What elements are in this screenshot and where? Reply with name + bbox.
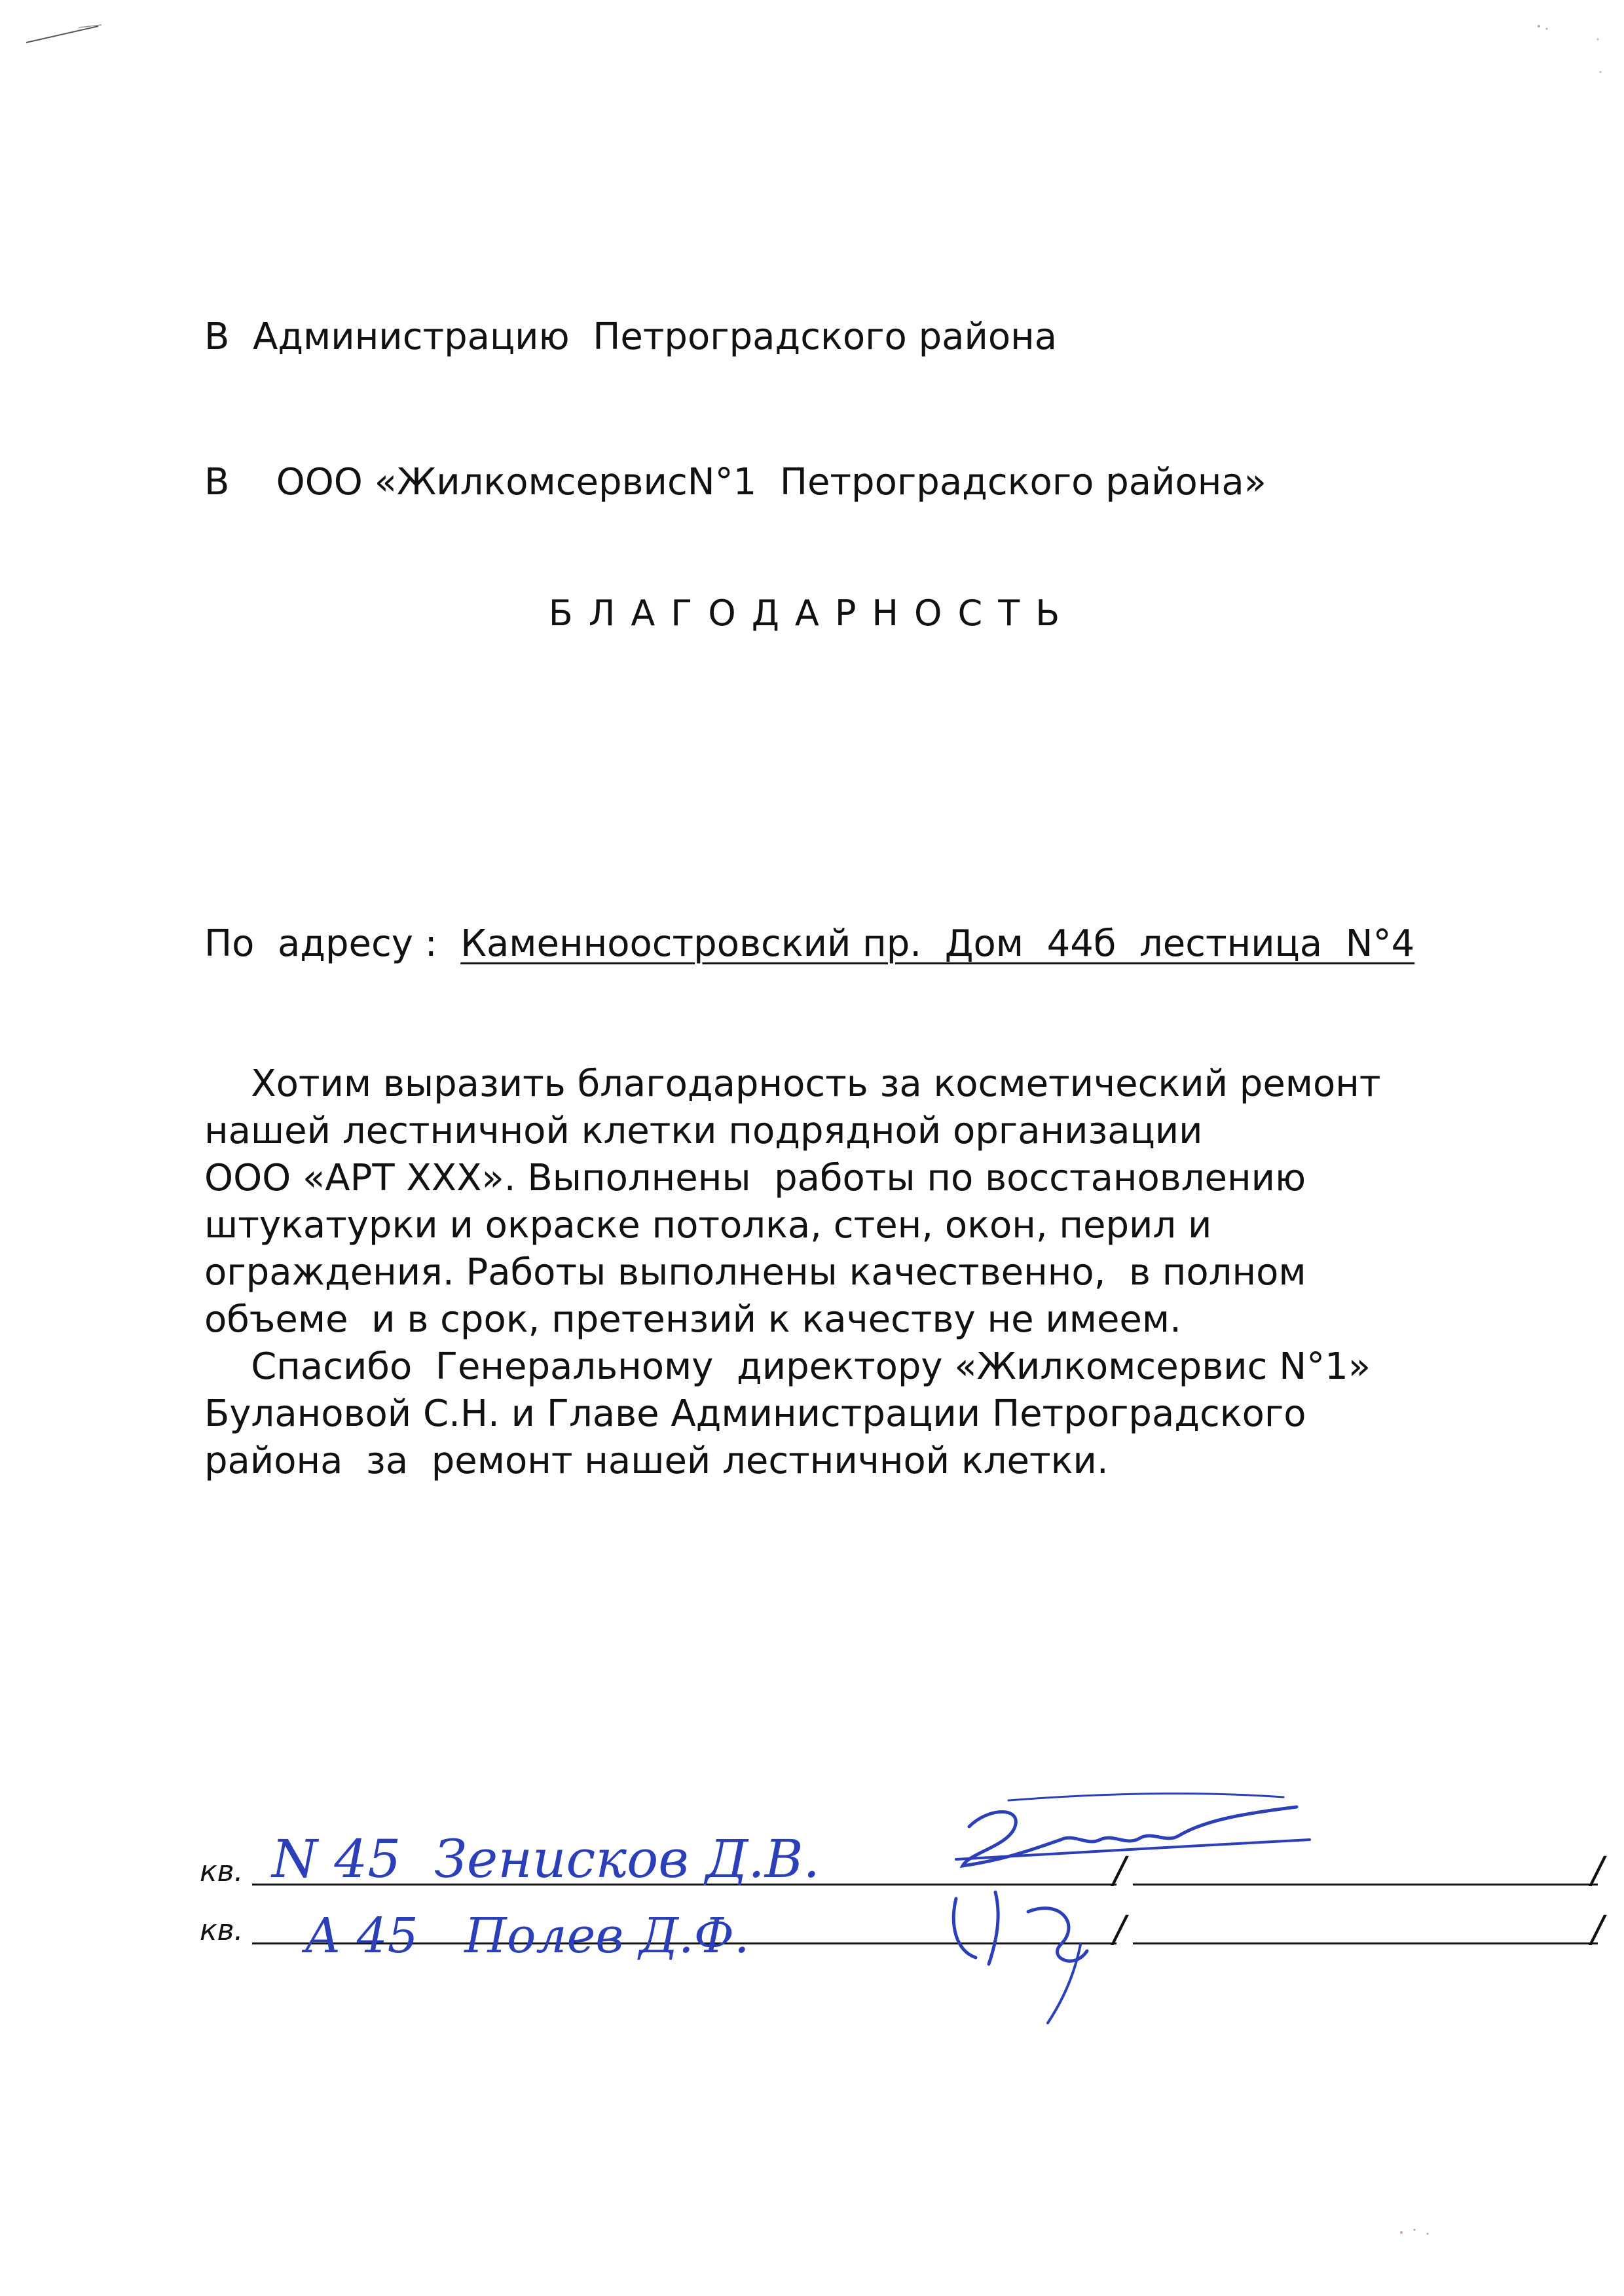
- body-line-4: штукатурки и окраске потолка, стен, окон, перил и: [204, 1204, 1212, 1247]
- addressee-line-1: В Администрацию Петроградского района: [204, 316, 1058, 358]
- separator-slash: /: [1591, 1908, 1604, 1951]
- signature-row-2: [200, 1899, 1604, 1964]
- apartment-prefix: кв.: [200, 1855, 244, 1888]
- handwritten-resident-2: А 45 Полев Д.Ф.: [304, 1908, 750, 1964]
- addressee-line-2: В ООО «ЖилкомсервисN°1 Петроградского района»: [204, 461, 1266, 503]
- body-line-8: Булановой С.Н. и Главе Администрации Петроградского: [204, 1393, 1306, 1435]
- letter-body: [204, 1061, 1449, 1485]
- body-line-9: района за ремонт нашей лестничной клетки.: [204, 1440, 1109, 1482]
- scan-artifact-top-right: [1519, 13, 1611, 92]
- body-line-1: Хотим выразить благодарность за косметический ремонт: [204, 1063, 1381, 1105]
- separator-slash: /: [1113, 1908, 1126, 1951]
- body-line-2: нашей лестничной клетки подрядной организации: [204, 1110, 1203, 1152]
- document-title: БЛАГОДАРНОСТЬ: [548, 592, 1076, 634]
- addressee-block: [204, 216, 1266, 604]
- apartment-prefix: кв.: [200, 1914, 244, 1947]
- body-line-6: объеме и в срок, претензий к качеству не имеем.: [204, 1298, 1181, 1341]
- address-label: По адресу :: [204, 922, 461, 965]
- signature-scribble-1: [930, 1781, 1323, 1886]
- handwritten-resident-1: N 45 Зенисков Д.В.: [272, 1829, 820, 1889]
- address-value: Каменноостровский пр. Дом 44б лестница N°4: [460, 922, 1415, 965]
- body-line-5: ограждения. Работы выполнены качественно, в полном: [204, 1251, 1306, 1294]
- signature-line: [1133, 1942, 1598, 1944]
- scan-artifact-bottom-right: [1375, 2213, 1506, 2265]
- body-line-7: Спасибо Генеральному директору «Жилкомсервис N°1»: [204, 1345, 1371, 1388]
- address-row: [204, 920, 1414, 968]
- separator-slash: /: [1591, 1850, 1604, 1892]
- separator-slash: /: [1113, 1850, 1126, 1892]
- body-line-3: ООО «АРТ XXX». Выполнены работы по восстановлению: [204, 1157, 1306, 1199]
- scan-artifact-top-left: [20, 13, 111, 52]
- signature-scribble-2: [930, 1872, 1139, 2030]
